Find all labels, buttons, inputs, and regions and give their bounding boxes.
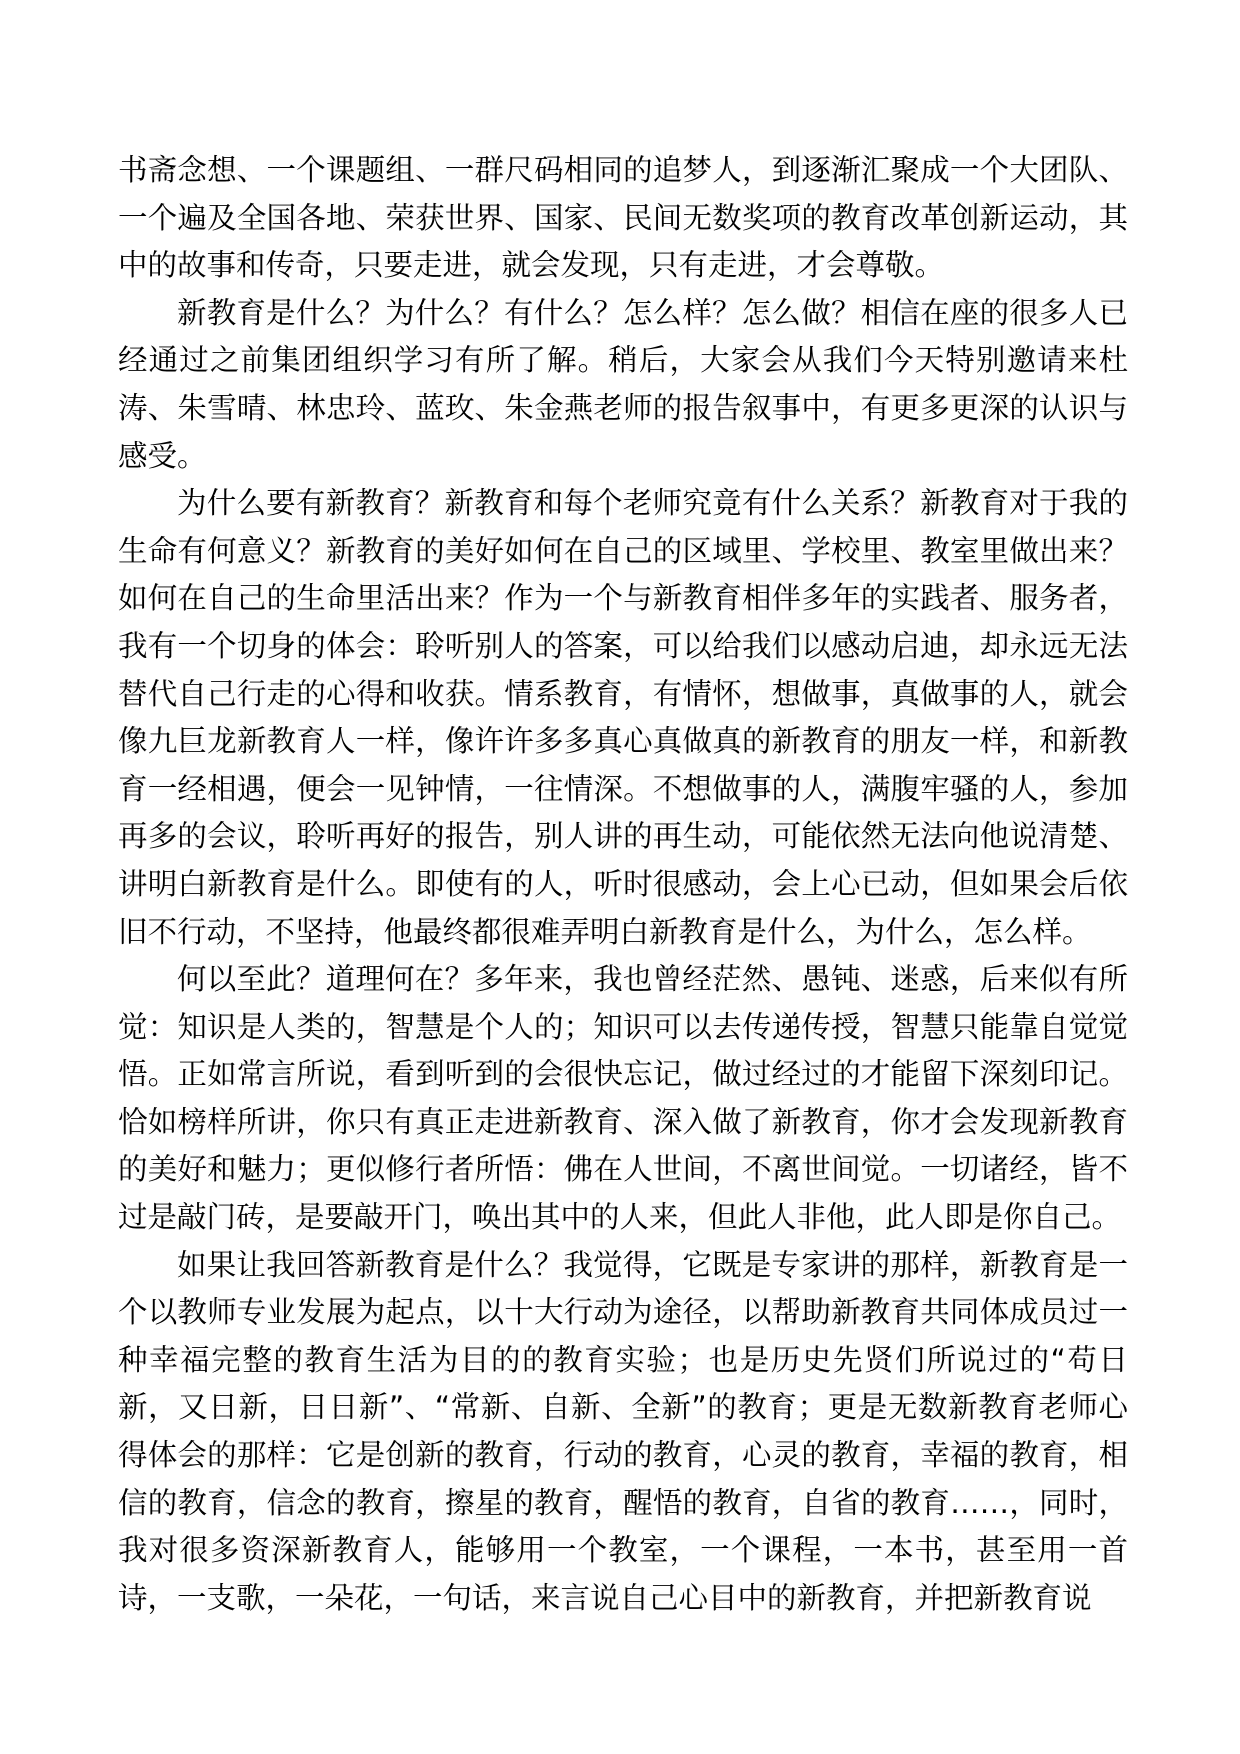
paragraph-2: 新教育是什么？为什么？有什么？怎么样？怎么做？相信在座的很多人已经通过之前集团组织学习有所了解。稍后，大家会从我们今天特别邀请来杜涛、朱雪晴、林忠玲、蓝玫、朱金燕老师的报告叙事中，有更多更深的认识与感受。: [118, 295, 1128, 473]
paragraph-3: 为什么要有新教育？新教育和每个老师究竟有什么关系？新教育对于我的生命有何意义？新教育的美好如何在自己的区域里、学校里、教室里做出来？如何在自己的生命里活出来？作为一个与新教育相伴多年的实践者、服务者，我有一个切身的体会：聆听别人的答案，可以给我们以感动启迪，却永远无法替代自己行走的心得和收获。情系教育，有情怀，想做事，真做事的人，就会像九巨龙新教育人一样，像许许多多真心真做真的新教育的朋友一样，和新教育一经相遇，便会一见钟情，一往情深。不想做事的人，满腹牢骚的人，参加再多的会议，聆听再好的报告，别人讲的再生动，可能依然无法向他说清楚、讲明白新教育是什么。即使有的人，听时很感动，会上心已动，但如果会后依旧不行动，不坚持，他最终都很难弄明白新教育是什么，为什么，怎么样。: [118, 486, 1128, 949]
paragraph-4: 何以至此？道理何在？多年来，我也曾经茫然、愚钝、迷惑，后来似有所觉：知识是人类的，智慧是个人的；知识可以去传递传授，智慧只能靠自觉觉悟。正如常言所说，看到听到的会很快忘记，做过经过的才能留下深刻印记。恰如榜样所讲，你只有真正走进新教育、深入做了新教育，你才会发现新教育的美好和魅力；更似修行者所悟：佛在人世间，不离世间觉。一切诸经，皆不过是敲门砖，是要敲开门，唤出其中的人来，但此人非他，此人即是你自己。: [118, 962, 1128, 1235]
document-page: [118, 147, 1128, 1622]
paragraph-1: 书斋念想、一个课题组、一群尺码相同的追梦人，到逐渐汇聚成一个大团队、一个遍及全国各地、荣获世界、国家、民间无数奖项的教育改革创新运动，其中的故事和传奇，只要走进，就会发现，只有走进，才会尊敬。: [118, 153, 1128, 283]
paragraph-5: 如果让我回答新教育是什么？我觉得，它既是专家讲的那样，新教育是一个以教师专业发展为起点，以十大行动为途径，以帮助新教育共同体成员过一种幸福完整的教育生活为目的的教育实验；也是历史先贤们所说过的“苟日新，又日新，日日新”、“常新、自新、全新”的教育；更是无数新教育老师心得体会的那样：它是创新的教育，行动的教育，心灵的教育，幸福的教育，相信的教育，信念的教育，擦星的教育，醒悟的教育，自省的教育……，同时，我对很多资深新教育人，能够用一个教室，一个课程，一本书，甚至用一首诗，一支歌，一朵花，一句话，来言说自己心目中的新教育，并把新教育说: [118, 1247, 1128, 1615]
